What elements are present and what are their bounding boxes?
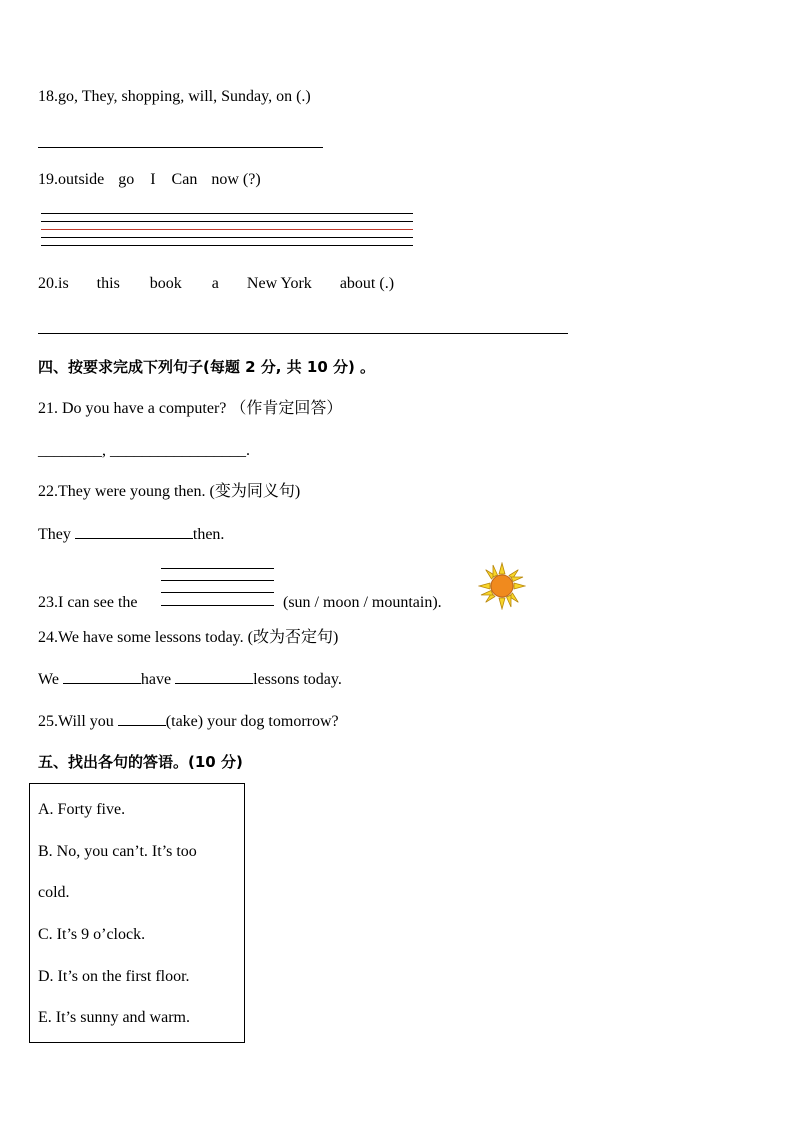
question-24 bbox=[38, 628, 338, 648]
answer-line[interactable] bbox=[161, 605, 274, 606]
answer-option-a: A. Forty five. bbox=[38, 801, 126, 818]
answer-blank[interactable] bbox=[75, 524, 193, 539]
answer-option-c: C. It’s 9 o’clock. bbox=[38, 926, 146, 943]
word: book bbox=[149, 275, 182, 292]
section-4-heading: 四、按要求完成下列句子(每题 2 分, 共 10 分) 。 bbox=[38, 358, 376, 376]
answer-line[interactable] bbox=[41, 213, 413, 214]
answer-option-d: D. It’s on the first floor. bbox=[38, 968, 190, 985]
answer-option-e: E. It’s sunny and warm. bbox=[38, 1009, 190, 1026]
question-20 bbox=[38, 274, 394, 294]
question-22 bbox=[38, 482, 300, 502]
answer-line[interactable] bbox=[41, 237, 413, 238]
question-21 bbox=[38, 399, 342, 419]
question-number: 23. bbox=[38, 594, 58, 611]
word: go bbox=[118, 171, 135, 188]
answer-line[interactable] bbox=[161, 568, 274, 569]
question-text: go, They, shopping, will, Sunday, on (.) bbox=[58, 88, 311, 105]
question-text: We have some lessons today. (改为否定句) bbox=[58, 629, 339, 646]
answer-line[interactable] bbox=[41, 221, 413, 222]
answer-options-box bbox=[29, 783, 245, 1043]
word: now (?) bbox=[211, 171, 261, 188]
answer-line-red[interactable] bbox=[41, 229, 413, 230]
question-text: . Do you have a computer? （作肯定回答） bbox=[54, 400, 343, 417]
word: New York bbox=[246, 275, 312, 292]
question-number: 25. bbox=[38, 713, 58, 730]
answer-option-b-cont: cold. bbox=[38, 884, 70, 901]
answer-24 bbox=[38, 669, 342, 690]
question-23-options: (sun / moon / mountain). bbox=[283, 594, 442, 611]
answer-prefix: We bbox=[38, 671, 59, 688]
answer-line[interactable] bbox=[38, 333, 568, 334]
word: Can bbox=[171, 171, 198, 188]
answer-middle: have bbox=[140, 671, 172, 688]
sun-icon bbox=[478, 562, 526, 610]
question-text: I can see the bbox=[58, 594, 138, 611]
answer-option-b: B. No, you can’t. It’s too bbox=[38, 843, 197, 860]
question-23 bbox=[38, 593, 138, 613]
word: outside bbox=[58, 171, 105, 188]
answer-line[interactable] bbox=[38, 147, 323, 148]
question-number: 22. bbox=[38, 483, 58, 500]
word: about (.) bbox=[339, 275, 395, 292]
question-suffix: (take) your dog tomorrow? bbox=[165, 713, 339, 730]
question-prefix: Will you bbox=[58, 713, 114, 730]
word: this bbox=[96, 275, 120, 292]
section-5-heading: 五、找出各句的答语。(10 分) bbox=[38, 753, 243, 771]
question-text: They were young then. (变为同义句) bbox=[58, 483, 301, 500]
question-number: 19. bbox=[38, 171, 58, 188]
answer-line-21[interactable]: ________, _________________. bbox=[38, 442, 250, 459]
word: is bbox=[58, 275, 69, 292]
question-19 bbox=[38, 170, 261, 190]
answer-22 bbox=[38, 524, 224, 545]
answer-blank[interactable] bbox=[63, 669, 141, 684]
answer-blank[interactable] bbox=[118, 711, 166, 726]
answer-blank[interactable] bbox=[175, 669, 253, 684]
answer-suffix: lessons today. bbox=[253, 671, 342, 688]
word: I bbox=[150, 171, 156, 188]
word: a bbox=[211, 275, 219, 292]
question-number: 21 bbox=[38, 400, 54, 417]
question-number: 24. bbox=[38, 629, 58, 646]
question-number: 20. bbox=[38, 275, 58, 292]
answer-line[interactable] bbox=[41, 245, 413, 246]
question-18 bbox=[38, 87, 311, 107]
question-number: 18. bbox=[38, 88, 58, 105]
answer-line[interactable] bbox=[161, 580, 274, 581]
question-25 bbox=[38, 711, 339, 732]
answer-prefix: They bbox=[38, 526, 71, 543]
answer-suffix: then. bbox=[192, 526, 225, 543]
answer-line[interactable] bbox=[161, 592, 274, 593]
